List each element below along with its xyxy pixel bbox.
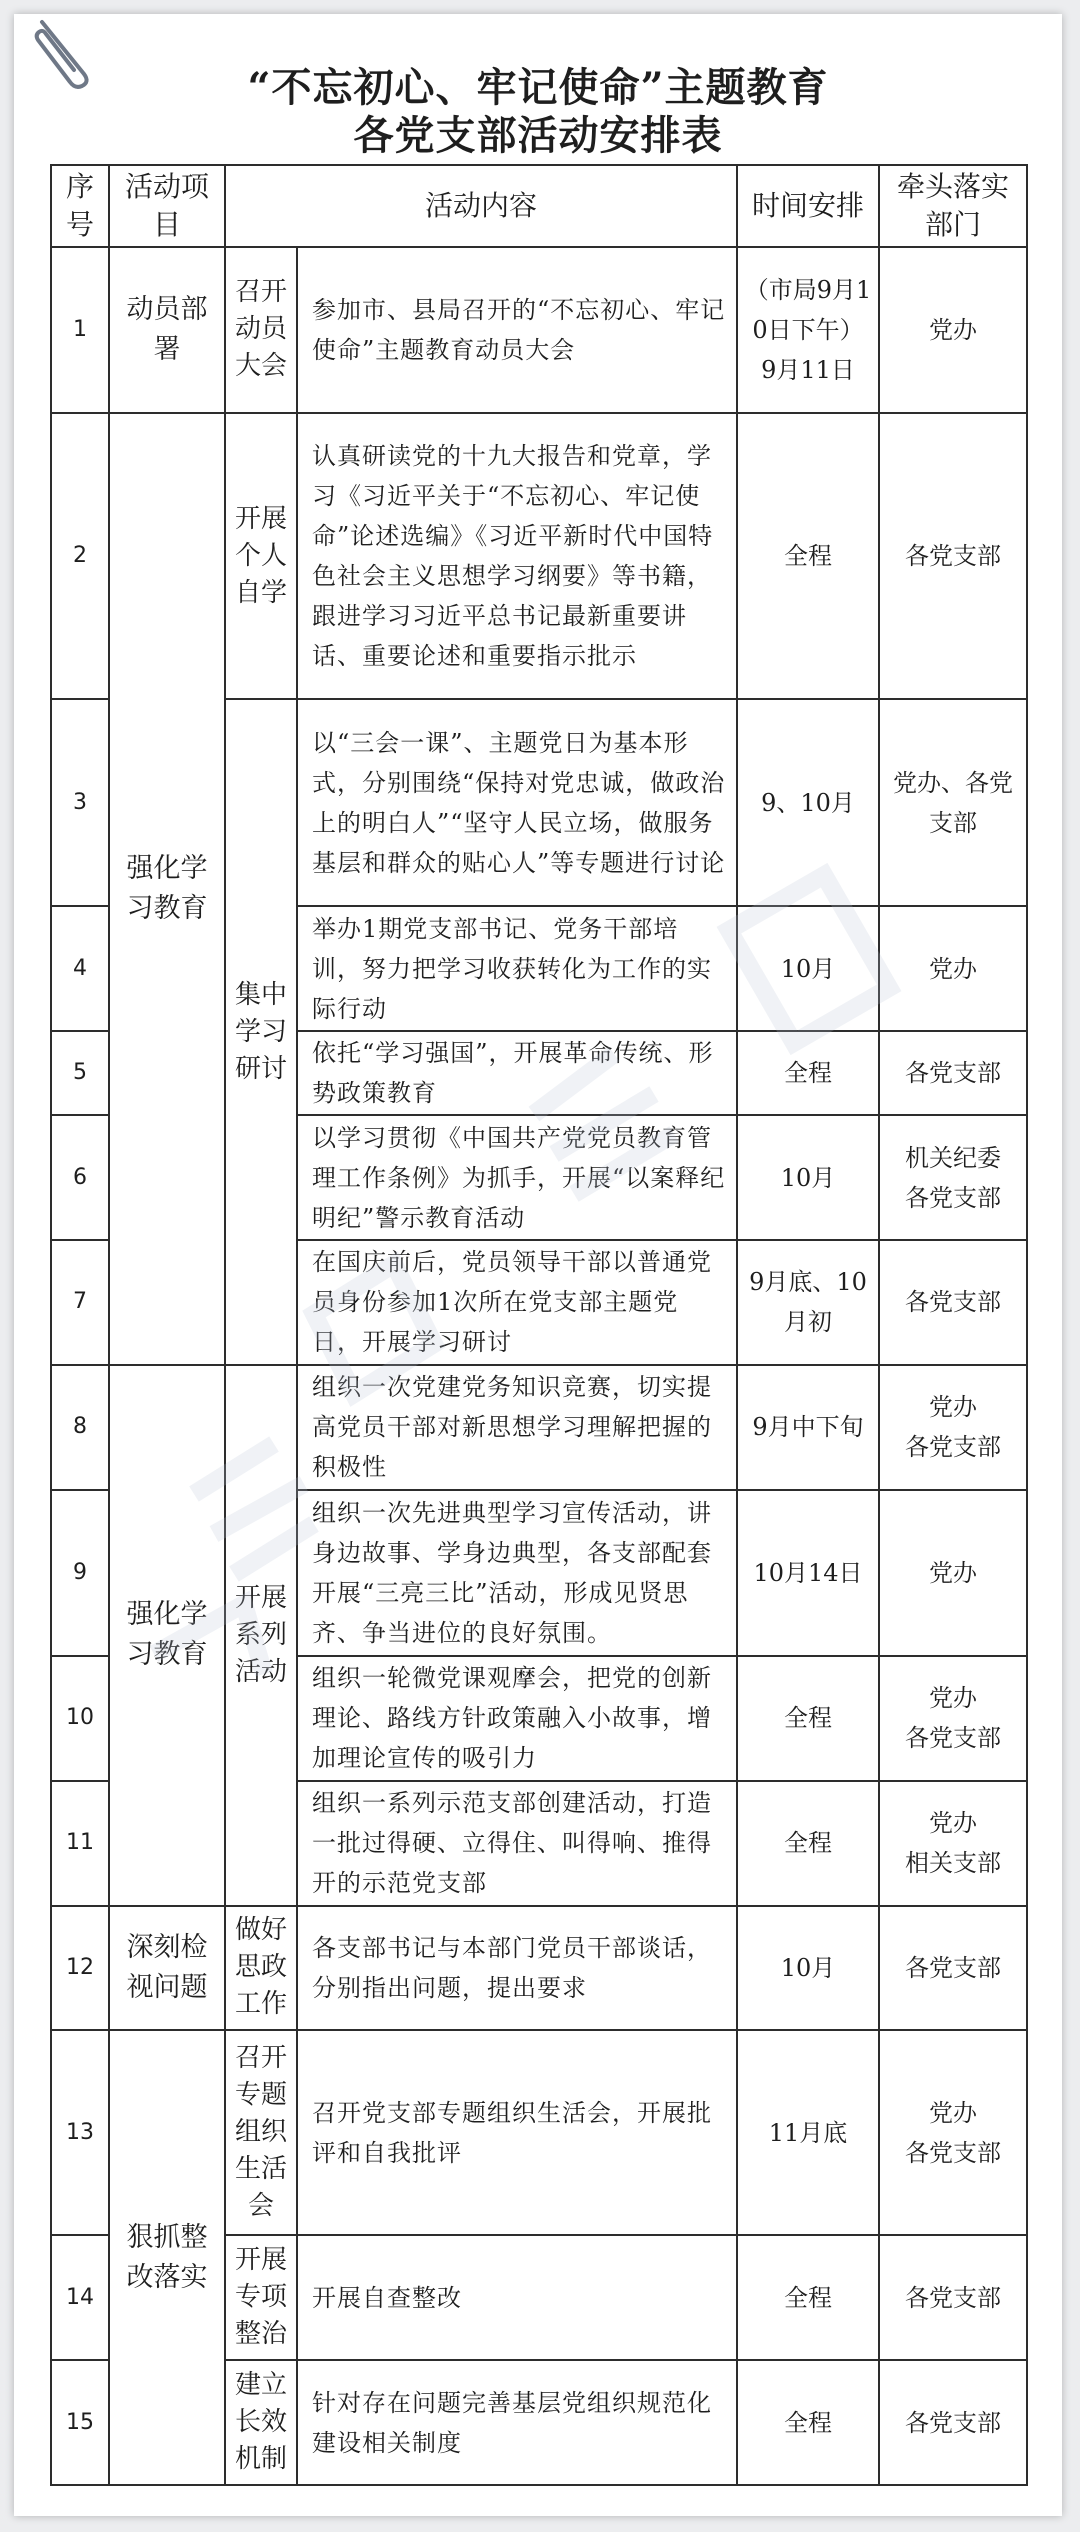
content-cell: 在国庆前后，党员领导干部以普通党员身份参加1次所在党支部主题党日，开展学习研讨	[297, 1240, 737, 1365]
document-title-line1: “不忘初心、牢记使命”主题教育	[247, 64, 829, 111]
project-cell: 动员部署	[109, 247, 225, 413]
dept-cell: 各党支部	[879, 413, 1027, 700]
dept-cell: 党办	[879, 1490, 1027, 1656]
row-no: 14	[51, 2235, 109, 2360]
time-cell: 10月	[737, 906, 879, 1031]
document-page	[14, 14, 1062, 2516]
time-cell: 9、10月	[737, 699, 879, 906]
content-cell: 举办1期党支部书记、党务干部培训，努力把学习收获转化为工作的实际行动	[297, 906, 737, 1031]
content-cell: 组织一次先进典型学习宣传活动，讲身边故事、学身边典型，各支部配套开展“三亮三比”活动，形成见贤思齐、争当进位的良好氛围。	[297, 1490, 737, 1656]
dept-cell	[879, 1115, 1027, 1240]
dept-cell: 党办、各党支部	[879, 699, 1027, 906]
table-row	[51, 1365, 1027, 1490]
dept-cell: 各党支部	[879, 2235, 1027, 2360]
row-no: 4	[51, 906, 109, 1031]
row-no: 9	[51, 1490, 109, 1656]
time-cell: 9月中下旬	[737, 1365, 879, 1490]
row-no: 6	[51, 1115, 109, 1240]
content-cell: 依托“学习强国”，开展革命传统、形势政策教育	[297, 1031, 737, 1115]
subproject-cell: 召开动员大会	[225, 247, 297, 413]
time-cell: 10月	[737, 1906, 879, 2031]
table-row	[51, 247, 1027, 413]
time-cell	[737, 247, 879, 413]
dept-text: 党办	[929, 2098, 978, 2127]
row-no: 5	[51, 1031, 109, 1115]
content-cell: 参加市、县局召开的“不忘初心、牢记使命”主题教育动员大会	[297, 247, 737, 413]
content-cell: 针对存在问题完善基层党组织规范化建设相关制度	[297, 2360, 737, 2485]
time-text: （市局9月10日下午）	[744, 275, 872, 344]
time-cell: 全程	[737, 1781, 879, 1906]
project-cell: 深刻检视问题	[109, 1906, 225, 2031]
subproject-cell: 集中学习研讨	[225, 699, 297, 1364]
table-row	[51, 413, 1027, 700]
subproject-cell: 召开专题组织生活会	[225, 2030, 297, 2235]
dept-cell: 各党支部	[879, 2360, 1027, 2485]
row-no: 7	[51, 1240, 109, 1365]
dept-cell: 党办	[879, 247, 1027, 413]
dept-cell: 党办	[879, 906, 1027, 1031]
subproject-cell: 开展系列活动	[225, 1365, 297, 1906]
content-cell: 以“三会一课”、主题党日为基本形式，分别围绕“保持对党忠诚，做政治上的明白人”“坚守人民立场，做服务基层和群众的贴心人”等专题进行讨论	[297, 699, 737, 906]
time-cell: 全程	[737, 2235, 879, 2360]
row-no: 10	[51, 1656, 109, 1781]
content-cell: 认真研读党的十九大报告和党章，学习《习近平关于“不忘初心、牢记使命”论述选编》《习近平新时代中国特色社会主义思想学习纲要》等书籍，跟进学习习近平总书记最新重要讲话、重要论述和重要指示批示	[297, 413, 737, 700]
subproject-cell: 开展个人自学	[225, 413, 297, 700]
dept-text: 机关纪委	[905, 1143, 1002, 1172]
row-no: 3	[51, 699, 109, 906]
content-cell: 以学习贯彻《中国共产党党员教育管理工作条例》为抓手，开展“以案释纪明纪”警示教育活动	[297, 1115, 737, 1240]
dept-text: 党办	[929, 1684, 978, 1713]
subproject-cell: 开展专项整治	[225, 2235, 297, 2360]
time-cell: 9月底、10月初	[737, 1240, 879, 1365]
row-no: 12	[51, 1906, 109, 2031]
project-cell: 强化学习教育	[109, 1365, 225, 1906]
time-cell: 10月	[737, 1115, 879, 1240]
content-cell: 组织一系列示范支部创建活动，打造一批过得硬、立得住、叫得响、推得开的示范党支部	[297, 1781, 737, 1906]
row-no: 2	[51, 413, 109, 700]
content-cell: 开展自查整改	[297, 2235, 737, 2360]
time-text: 9月11日	[761, 355, 855, 384]
time-cell: 11月底	[737, 2030, 879, 2235]
dept-text: 相关支部	[905, 1849, 1002, 1878]
row-no: 1	[51, 247, 109, 413]
dept-text: 各党支部	[905, 1724, 1002, 1753]
time-cell: 10月14日	[737, 1490, 879, 1656]
content-cell: 组织一轮微党课观摩会，把党的创新理论、路线方针政策融入小故事，增加理论宣传的吸引力	[297, 1656, 737, 1781]
dept-text: 党办	[929, 1393, 978, 1422]
content-cell: 各支部书记与本部门党员干部谈话，分别指出问题，提出要求	[297, 1906, 737, 2031]
subproject-cell: 建立长效机制	[225, 2360, 297, 2485]
schedule-table	[50, 164, 1028, 2486]
row-no: 11	[51, 1781, 109, 1906]
header-dept: 牵头落实部门	[879, 165, 1027, 247]
dept-text: 各党支部	[905, 2138, 1002, 2167]
dept-text: 各党支部	[905, 1433, 1002, 1462]
project-cell: 强化学习教育	[109, 413, 225, 1365]
project-cell: 狠抓整改落实	[109, 2030, 225, 2485]
header-time: 时间安排	[737, 165, 879, 247]
content-cell: 组织一次党建党务知识竞赛，切实提高党员干部对新思想学习理解把握的积极性	[297, 1365, 737, 1490]
row-no: 15	[51, 2360, 109, 2485]
dept-text: 党办	[929, 1809, 978, 1838]
header-no: 序号	[51, 165, 109, 247]
dept-cell	[879, 1781, 1027, 1906]
row-no: 8	[51, 1365, 109, 1490]
time-cell: 全程	[737, 413, 879, 700]
table-row	[51, 2030, 1027, 2235]
dept-cell: 各党支部	[879, 1906, 1027, 2031]
table-header-row	[51, 165, 1027, 247]
document-title-line2: 各党支部活动安排表	[353, 112, 723, 159]
header-content: 活动内容	[225, 165, 737, 247]
dept-text: 各党支部	[905, 1183, 1002, 1212]
content-cell: 召开党支部专题组织生活会，开展批评和自我批评	[297, 2030, 737, 2235]
time-cell: 全程	[737, 1656, 879, 1781]
dept-cell	[879, 2030, 1027, 2235]
dept-cell: 各党支部	[879, 1240, 1027, 1365]
dept-cell	[879, 1656, 1027, 1781]
dept-cell	[879, 1365, 1027, 1490]
dept-cell: 各党支部	[879, 1031, 1027, 1115]
time-cell: 全程	[737, 1031, 879, 1115]
row-no: 13	[51, 2030, 109, 2235]
time-cell: 全程	[737, 2360, 879, 2485]
subproject-cell: 做好思政工作	[225, 1906, 297, 2031]
header-project: 活动项目	[109, 165, 225, 247]
table-row	[51, 1906, 1027, 2031]
